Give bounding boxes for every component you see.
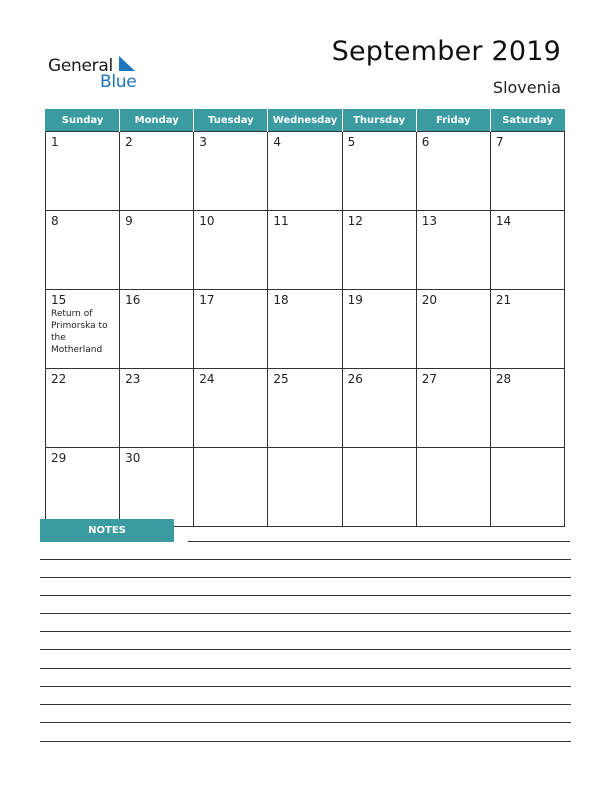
weekday-header: Monday [120,109,194,132]
day-number: 8 [51,214,59,228]
day-number: 4 [273,135,282,149]
note-line [40,613,571,614]
day-number: 3 [199,135,207,149]
day-number: 20 [421,293,437,307]
note-line [40,595,571,596]
day-number: 16 [125,293,141,307]
notes-label: NOTES [40,519,174,542]
day-cell [416,369,490,448]
weekday-header: Sunday [46,109,120,132]
logo-triangle-icon [117,56,137,72]
week-row [46,132,565,211]
weekday-header: Saturday [490,109,564,132]
day-cell [46,132,120,211]
week-row [46,448,565,527]
day-number: 27 [421,372,437,386]
day-cell [194,132,268,211]
weekday-header: Friday [416,109,490,132]
day-cell [342,290,416,369]
week-row [46,211,565,290]
day-cell [46,290,120,369]
logo-text-blue: Blue [100,72,137,92]
note-line [40,631,571,632]
day-cell [268,369,342,448]
day-number: 5 [347,135,356,149]
day-number: 17 [199,293,215,307]
day-number: 10 [199,214,215,228]
note-line [40,704,571,705]
day-number: 24 [199,372,215,386]
day-cell [490,290,564,369]
day-cell [46,211,120,290]
day-cell [120,211,194,290]
day-number: 25 [273,372,289,386]
note-line [40,577,571,578]
day-cell [342,211,416,290]
note-line [40,741,571,742]
day-number: 18 [273,293,289,307]
day-cell [342,448,416,527]
day-cell [490,448,564,527]
note-line [40,649,571,650]
day-number: 15 [51,293,67,307]
weekday-header-row [46,109,565,132]
week-row [46,290,565,369]
day-number: 9 [125,214,133,228]
day-cell [194,369,268,448]
day-cell [268,132,342,211]
day-number: 19 [347,293,363,307]
day-cell [490,132,564,211]
day-cell [194,211,268,290]
day-cell [120,369,194,448]
day-number: 30 [125,451,141,465]
day-cell [490,369,564,448]
day-number: 12 [347,214,363,228]
day-number: 1 [51,135,59,149]
day-number: 14 [495,214,512,228]
note-line [188,541,570,542]
day-cell [416,290,490,369]
weekday-header: Thursday [342,109,416,132]
day-number: 29 [51,451,67,465]
day-cell [490,211,564,290]
country-label: Slovenia [492,78,561,97]
day-cell [120,132,194,211]
day-number: 11 [273,214,289,228]
day-cell [342,369,416,448]
day-cell [268,448,342,527]
note-line [40,559,571,560]
day-cell [342,132,416,211]
note-line [40,668,571,669]
day-number: 22 [51,372,67,386]
day-cell [416,211,490,290]
day-cell [46,448,120,527]
note-line [40,686,571,687]
week-row [46,369,565,448]
day-number: 28 [495,372,512,386]
weekday-header: Wednesday [268,109,342,132]
day-number: 21 [495,293,512,307]
brand-logo [48,54,158,94]
day-cell [194,290,268,369]
note-line [40,722,571,723]
logo-text-general: General [48,56,113,76]
day-number: 2 [125,135,133,149]
day-cell [194,448,268,527]
page-title: September 2019 [331,36,561,67]
day-number: 23 [125,372,141,386]
holiday-label: Return of Primorska to the Motherland [51,309,108,355]
day-cell [120,290,194,369]
day-number: 26 [347,372,363,386]
day-number: 7 [495,135,504,149]
day-cell [268,290,342,369]
day-cell [268,211,342,290]
day-number: 13 [421,214,437,228]
day-cell [46,369,120,448]
day-cell [120,448,194,527]
day-cell [416,448,490,527]
day-cell [416,132,490,211]
weekday-header: Tuesday [194,109,268,132]
day-number: 6 [421,135,430,149]
calendar-grid [45,109,565,527]
